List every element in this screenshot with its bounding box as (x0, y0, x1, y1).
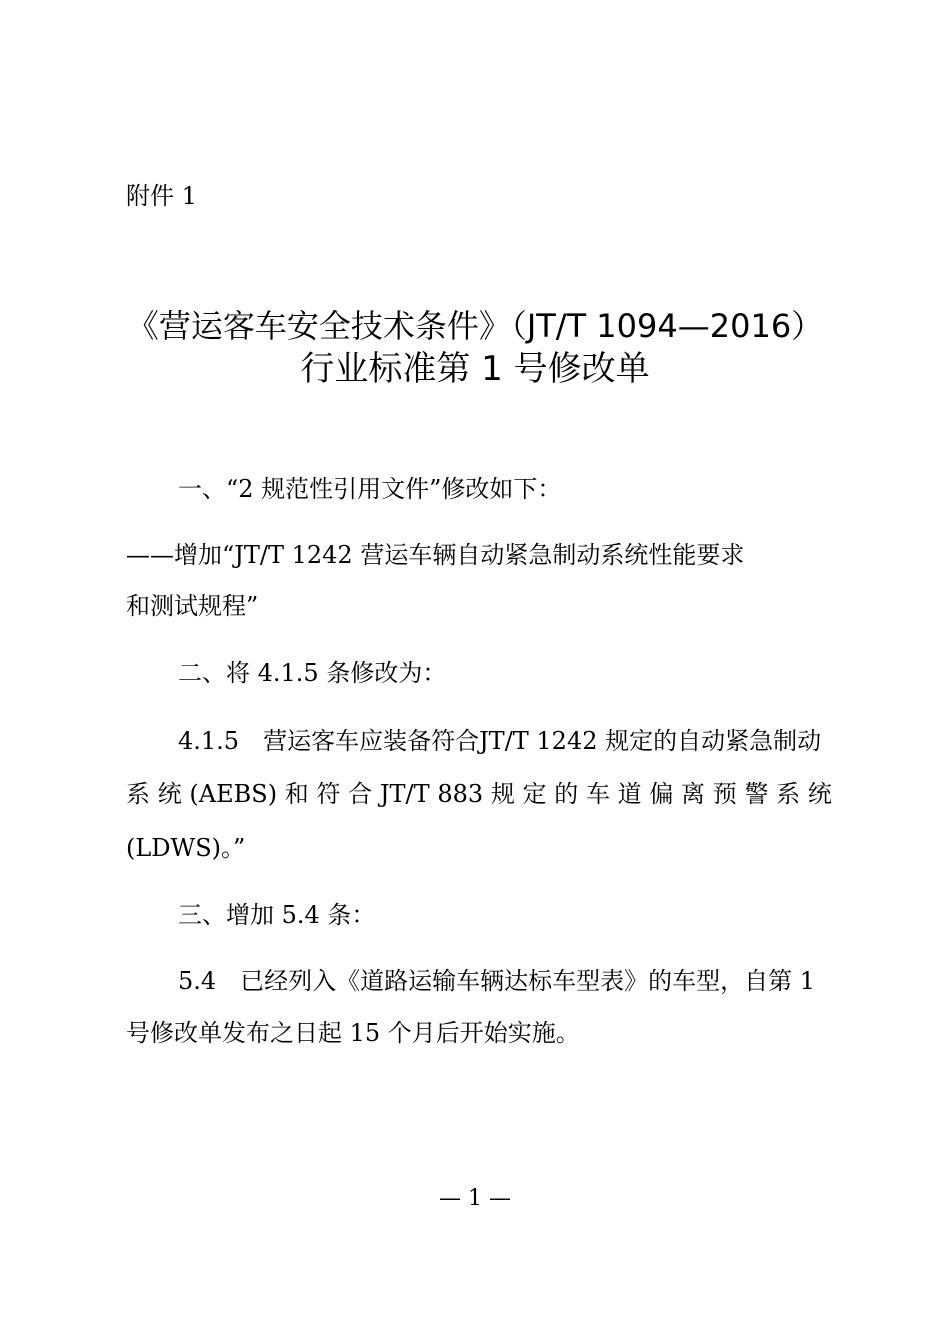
text-fragment: 离 (681, 780, 706, 808)
section-1-text-line-1: ——增加“JT/T 1242 营运车辆自动紧急制动系统性能要求 (126, 541, 745, 569)
text-fragment: 警 (744, 780, 769, 808)
section-2-text-line-2 (126, 779, 832, 809)
section-2-text-line-3: (LDWS)。” (126, 834, 246, 862)
text-fragment: 统 (807, 780, 832, 808)
text-fragment: (AEBS) (189, 780, 278, 808)
text-fragment: 定 (522, 780, 547, 808)
section-2-heading: 二、将 4.1.5 条修改为： (178, 659, 447, 687)
page-number: — 1 — (439, 1186, 511, 1211)
text-fragment: 合 (348, 780, 373, 808)
section-2-text-line-1: 4.1.5 营运客车应装备符合JT/T 1242 规定的自动紧急制动 (178, 727, 822, 755)
text-fragment: 的 (554, 780, 579, 808)
text-fragment: 883 (437, 780, 484, 808)
text-fragment: 和 (284, 780, 309, 808)
text-fragment: 符 (316, 780, 341, 808)
text-fragment: 系 (776, 780, 801, 808)
text-fragment: 偏 (649, 780, 674, 808)
section-1-text-line-2: 和测试规程” (126, 592, 259, 620)
section-3-text-line-2: 号修改单发布之日起 15 个月后开始实施。 (126, 1019, 580, 1047)
document-title-line-2: 行业标准第 1 号修改单 (300, 349, 650, 389)
section-3-heading: 三、增加 5.4 条： (178, 901, 376, 929)
text-fragment: 车 (585, 780, 610, 808)
text-fragment: 道 (617, 780, 642, 808)
text-fragment: 系 (126, 780, 150, 808)
section-3-text-line-1: 5.4 已经列入《道路运输车辆达标车型表》的车型，自第 1 (178, 967, 816, 995)
section-1-heading: 一、“2 规范性引用文件”修改如下： (178, 475, 562, 503)
text-fragment: 规 (490, 780, 515, 808)
attachment-label: 附件 1 (126, 182, 197, 210)
text-fragment: 预 (712, 780, 737, 808)
text-fragment: 统 (157, 780, 182, 808)
text-fragment: JT/T (379, 780, 430, 808)
document-title-line-1: 《营运客车安全技术条件》（JT/T 1094—2016） (126, 307, 824, 345)
